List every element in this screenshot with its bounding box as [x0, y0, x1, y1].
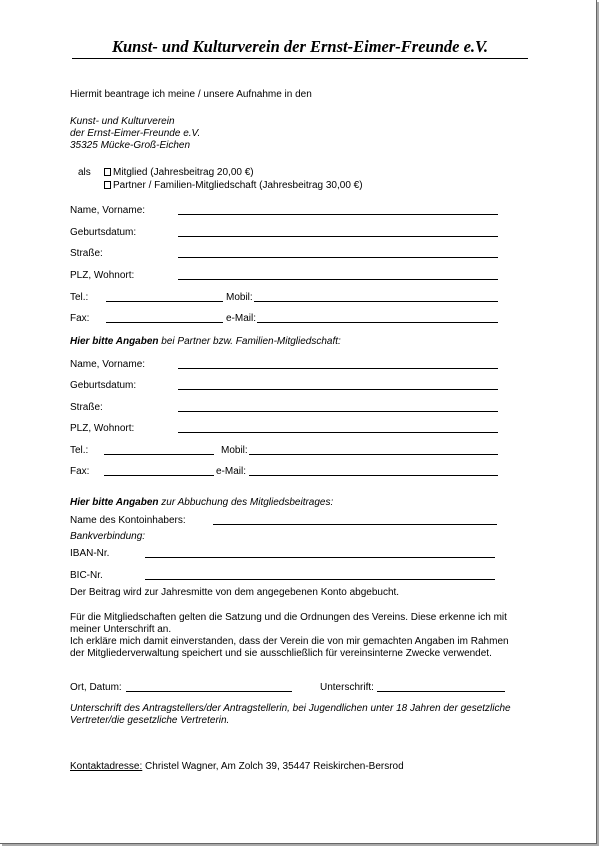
partner-field-tel[interactable] — [104, 454, 214, 455]
option-family-label: Partner / Familien-Mitgliedschaft (Jahresbeitrag 30,00 €) — [113, 180, 363, 191]
contact-label: Kontaktadresse: — [70, 761, 143, 772]
partner-label-email: e-Mail: — [216, 466, 247, 477]
partner-label-fax: Fax: — [70, 466, 90, 477]
partner-field-fax[interactable] — [104, 475, 214, 476]
partner-label-city: PLZ, Wohnort: — [70, 423, 135, 434]
statute-paragraph — [70, 612, 530, 636]
address-line-3: 35325 Mücke-Groß-Eichen — [70, 140, 191, 151]
consent-paragraph — [70, 636, 530, 660]
field-name[interactable] — [178, 214, 498, 215]
checkbox-member[interactable] — [104, 168, 111, 176]
bank-heading-bold: Hier bitte Angaben — [70, 497, 159, 508]
field-mobil[interactable] — [254, 301, 498, 302]
label-bank-connection: Bankverbindung: — [70, 531, 146, 542]
field-email[interactable] — [257, 322, 498, 323]
partner-heading — [70, 336, 341, 347]
partner-field-mobil[interactable] — [249, 454, 498, 455]
membership-option-family[interactable] — [104, 180, 363, 191]
option-member-label: Mitglied (Jahresbeitrag 20,00 €) — [113, 167, 254, 178]
label-city: PLZ, Wohnort: — [70, 270, 135, 281]
field-bic[interactable] — [145, 579, 495, 580]
signature-note — [70, 703, 530, 727]
address-line-1: Kunst- und Kulturverein — [70, 116, 175, 127]
membership-option-member[interactable] — [104, 167, 254, 178]
label-place-date: Ort, Datum: — [70, 682, 122, 693]
field-signature[interactable] — [377, 691, 505, 692]
partner-field-city[interactable] — [178, 432, 498, 433]
partner-label-name: Name, Vorname: — [70, 359, 146, 370]
form-title: Kunst- und Kulturverein der Ernst-Eimer-Freunde e.V. — [111, 37, 489, 56]
label-fax: Fax: — [70, 313, 90, 324]
statute-line-1: Für die Mitgliedschaften gelten die Satzung und die Ordnungen des Vereins. Diese erkenne ich mit — [70, 612, 507, 623]
partner-field-birth[interactable] — [178, 389, 498, 390]
signature-note-line-1: Unterschrift des Antragstellers/der Antragstellerin, bei Jugendlichen unter 18 Jahren der gesetzliche — [70, 703, 511, 714]
address-line-2: der Ernst-Eimer-Freunde e.V. — [70, 128, 201, 139]
title-underline — [72, 58, 528, 59]
field-tel[interactable] — [106, 301, 223, 302]
label-account-holder: Name des Kontoinhabers: — [70, 515, 186, 526]
partner-label-tel: Tel.: — [70, 445, 89, 456]
field-fax[interactable] — [106, 322, 223, 323]
partner-label-mobil: Mobil: — [221, 445, 248, 456]
partner-field-street[interactable] — [178, 411, 498, 412]
intro-text: Hiermit beantrage ich meine / unsere Aufnahme in den — [70, 89, 312, 100]
label-email: e-Mail: — [226, 313, 257, 324]
bank-heading — [70, 497, 333, 508]
contact-value: Christel Wagner, Am Zolch 39, 35447 Reiskirchen-Bersrod — [142, 761, 404, 772]
consent-line-2: der Mitgliederverwaltung speichert und sie ausschließlich für vereinsinterne Zwecke verwendet. — [70, 648, 492, 660]
field-street[interactable] — [178, 257, 498, 258]
bank-heading-rest: zur Abbuchung des Mitgliedsbeitrages: — [158, 497, 334, 508]
partner-label-street: Straße: — [70, 402, 103, 413]
partner-label-birth: Geburtsdatum: — [70, 380, 137, 391]
label-iban: IBAN-Nr. — [70, 548, 110, 559]
label-signature: Unterschrift: — [320, 682, 374, 693]
partner-field-email[interactable] — [249, 475, 498, 476]
label-street: Straße: — [70, 248, 103, 259]
debit-note: Der Beitrag wird zur Jahresmitte von dem angegebenen Konto abgebucht. — [70, 587, 400, 598]
field-iban[interactable] — [145, 557, 495, 558]
consent-line-1: Ich erkläre mich damit einverstanden, dass der Verein die von mir gemachten Angaben im Rahmen — [70, 636, 509, 647]
als-label: als — [78, 167, 91, 178]
field-place-date[interactable] — [126, 691, 292, 692]
statute-line-2: meiner Unterschrift an. — [70, 624, 172, 636]
label-tel: Tel.: — [70, 292, 89, 303]
signature-note-line-2: Vertreter/die gesetzliche Vertreterin. — [70, 715, 230, 727]
field-birth[interactable] — [178, 236, 498, 237]
field-city[interactable] — [178, 279, 498, 280]
partner-field-name[interactable] — [178, 368, 498, 369]
label-mobil: Mobil: — [226, 292, 253, 303]
contact-address — [70, 761, 404, 772]
field-account-holder[interactable] — [213, 524, 497, 525]
label-bic: BIC-Nr. — [70, 570, 103, 581]
checkbox-family[interactable] — [104, 181, 111, 189]
partner-heading-bold: Hier bitte Angaben — [70, 336, 159, 347]
label-birth: Geburtsdatum: — [70, 227, 137, 238]
partner-heading-rest: bei Partner bzw. Familien-Mitgliedschaft: — [158, 336, 341, 347]
label-name: Name, Vorname: — [70, 205, 146, 216]
